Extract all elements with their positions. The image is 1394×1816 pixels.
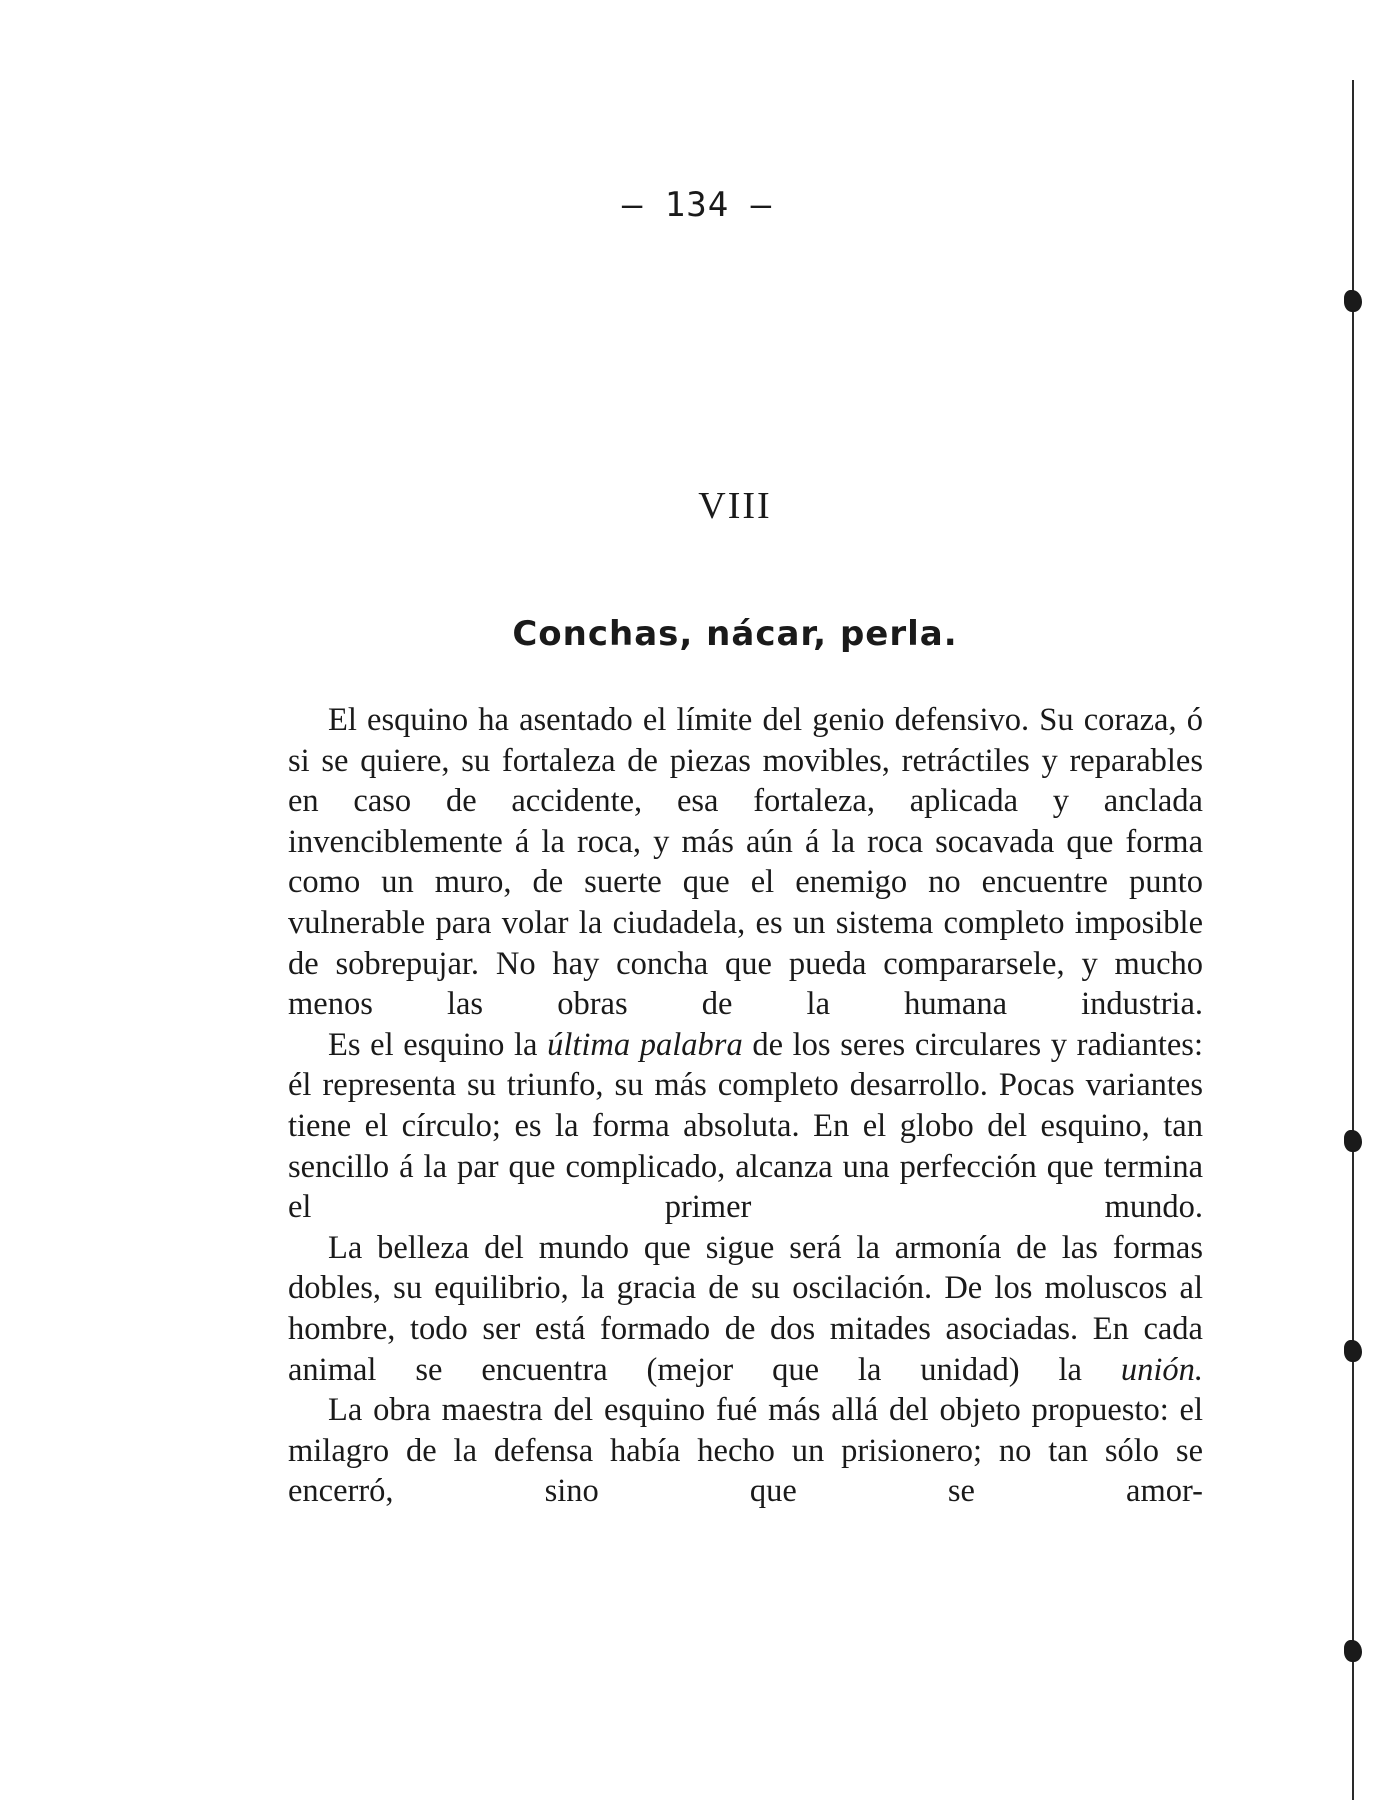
paragraph-3 (288, 1228, 1203, 1390)
body-text (288, 700, 1203, 1512)
paragraph-3-start: La belleza del mundo que sigue será la armonía de las formas dobles, su equilibrio, la gracia de su oscilación. De los moluscos al hombre, todo ser está formado de dos mitades asociadas. En cada animal se encuentra (mejor que la unidad) la (288, 1229, 1203, 1388)
binding-mark (1344, 1640, 1362, 1662)
binding-mark (1344, 1130, 1362, 1152)
binding-line (1352, 80, 1354, 1800)
binding-mark (1344, 1340, 1362, 1362)
paragraph-2-italic: última palabra (547, 1026, 743, 1063)
page-binding-edge (1344, 40, 1394, 1800)
paragraph-2-end: de los seres circulares y radiantes: él representa su triunfo, su más completo desarrollo. Pocas variantes tiene el círculo; es la forma absoluta. En el globo del esquino, tan sencillo á la par que complicado, alcanza una perfección que termina el primer mundo. (288, 1026, 1203, 1226)
paragraph-1: El esquino ha asentado el límite del genio defensivo. Su coraza, ó si se quiere, su fortaleza de piezas movibles, retráctiles y reparables en caso de accidente, esa fortaleza, aplicada y anclada invenciblemente á la roca, y más aún á la roca socavada que forma como un muro, de suerte que el enemigo no encuentre punto vulnerable para volar la ciudadela, es un sistema completo imposible de sobrepujar. No hay concha que pueda compararsele, y mucho menos las obras de la humana industria. (288, 702, 1203, 1023)
paragraph-2-start: Es el esquino la (328, 1026, 548, 1063)
binding-mark (1344, 290, 1362, 312)
chapter-number: VIII (698, 485, 772, 527)
paragraph-2 (288, 1025, 1203, 1228)
chapter-title: Conchas, nácar, perla. (512, 614, 958, 654)
paragraph-3-italic: unión. (1120, 1351, 1203, 1388)
paragraph-4: La obra maestra del esquino fué más allá del objeto propuesto: el milagro de la defensa había hecho un prisionero; no tan sólo se encerró, sino que se amor- (288, 1392, 1203, 1510)
page-number: — 134 — (621, 185, 773, 225)
